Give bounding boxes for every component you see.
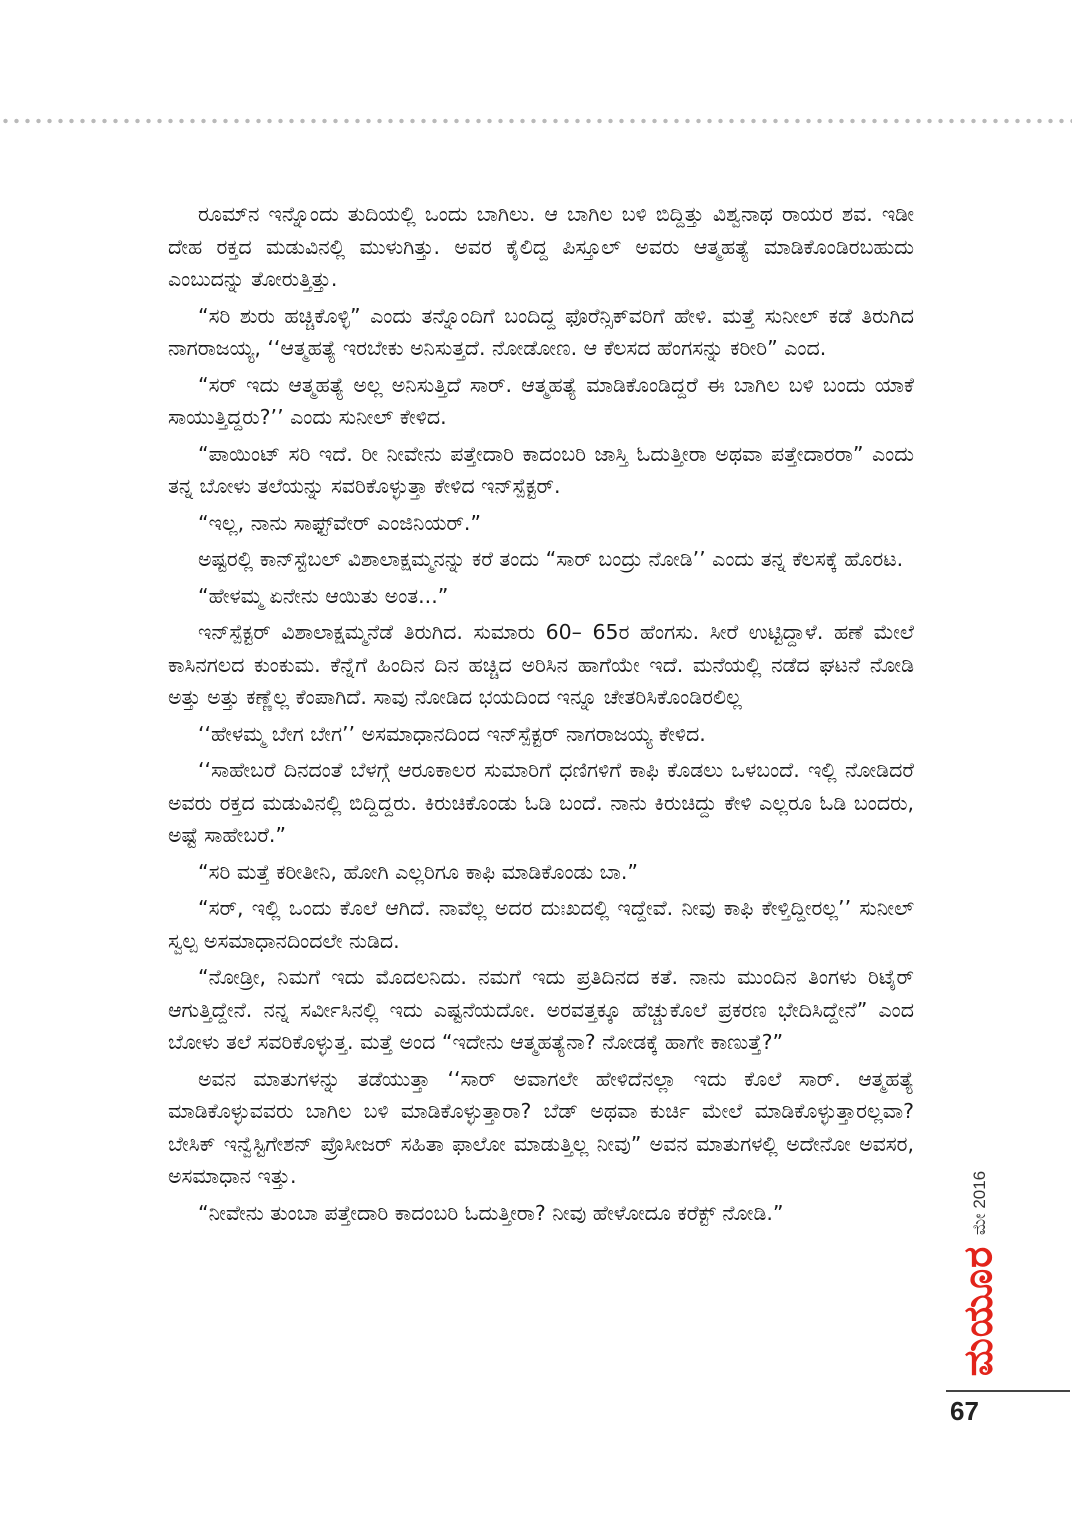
page-number-rule bbox=[946, 1390, 1070, 1392]
paragraph: “ಸರ್, ಇಲ್ಲಿ ಒಂದು ಕೊಲೆ ಆಗಿದೆ. ನಾವೆಲ್ಲ ಅದರ ದುಃಖದಲ್ಲಿ ಇದ್ದೇವೆ. ನೀವು ಕಾಫಿ ಕೇಳ್ತಿದ್ದೀರಲ್ಲ’’ ಸುನೀಲ್ ಸ್ವಲ್ಪ ಅಸಮಾಧಾನದಿಂದಲೇ ನುಡಿದ. bbox=[168, 896, 914, 953]
paragraph: ಅವನ ಮಾತುಗಳನ್ನು ತಡೆಯುತ್ತಾ ‘‘ಸಾರ್ ಅವಾಗಲೇ ಹೇಳಿದೆನಲ್ಲಾ ಇದು ಕೊಲೆ ಸಾರ್. ಆತ್ಮಹತ್ಯೆ ಮಾಡಿಕೊಳ್ಳುವವರು ಬಾಗಿಲ ಬಳಿ ಮಾಡಿಕೊಳ್ಳುತ್ತಾರಾ? ಬೆಡ್ ಅಥವಾ ಕುರ್ಚಿ ಮೇಲೆ ಮಾಡಿಕೊಳ್ಳುತ್ತಾರಲ್ಲವಾ? ಬೇಸಿಕ್ ಇನ್ವೆಸ್ಟಿಗೇಶನ್ ಪ್ರೊಸೀಜರ್ ಸಹಿತಾ ಫಾಲೋ ಮಾಡುತ್ತಿಲ್ಲ ನೀವು” ಅವನ ಮಾತುಗಳಲ್ಲಿ ಅದೇನೋ ಅವಸರ, ಅಸಮಾಧಾನ ಇತ್ತು. bbox=[168, 1066, 914, 1188]
page-number: 67 bbox=[950, 1396, 979, 1426]
paragraph: ರೂಮ್‌ನ ಇನ್ನೊಂದು ತುದಿಯಲ್ಲಿ ಒಂದು ಬಾಗಿಲು. ಆ ಬಾಗಿಲ ಬಳಿ ಬಿದ್ದಿತ್ತು ವಿಶ್ವನಾಥ ರಾಯರ ಶವ. ಇಡೀ ದೇಹ ರಕ್ತದ ಮಡುವಿನಲ್ಲಿ ಮುಳುಗಿತ್ತು. ಅವರ ಕೈಲಿದ್ದ ಪಿಸ್ತೂಲ್ ಅವರು ಆತ್ಮಹತ್ಯೆ ಮಾಡಿಕೊಂಡಿರಬಹುದು ಎಂಬುದನ್ನು ತೋರುತ್ತಿತ್ತು. bbox=[168, 202, 914, 291]
paragraph: “ಪಾಯಿಂಟ್ ಸರಿ ಇದೆ. ರೀ ನೀವೇನು ಪತ್ತೇದಾರಿ ಕಾದಂಬರಿ ಜಾಸ್ತಿ ಓದುತ್ತೀರಾ ಅಥವಾ ಪತ್ತೇದಾರರಾ” ಎಂದು ತನ್ನ ಬೋಳು ತಲೆಯನ್ನು ಸವರಿಕೊಳ್ಳುತ್ತಾ ಕೇಳಿದ ಇನ್‌ಸ್ಪೆಕ್ಟರ್. bbox=[168, 441, 914, 498]
paragraph: “ಹೇಳಮ್ಮ ಏನೇನು ಆಯಿತು ಅಂತ...” bbox=[198, 583, 449, 608]
paragraph: “ಸರ್ ಇದು ಆತ್ಮಹತ್ಯೆ ಅಲ್ಲ ಅನಿಸುತ್ತಿದೆ ಸಾರ್. ಆತ್ಮಹತ್ಯೆ ಮಾಡಿಕೊಂಡಿದ್ದರೆ ಈ ಬಾಗಿಲ ಬಳಿ ಬಂದು ಯಾಕೆ ಸಾಯುತ್ತಿದ್ದರು?’’ ಎಂದು ಸುನೀಲ್ ಕೇಳಿದ. bbox=[168, 372, 914, 429]
paragraph: “ನೋಡ್ರೀ, ನಿಮಗೆ ಇದು ಮೊದಲನಿದು. ನಮಗೆ ಇದು ಪ್ರತಿದಿನದ ಕತೆ. ನಾನು ಮುಂದಿನ ತಿಂಗಳು ರಿಟೈರ್ ಆಗುತ್ತಿದ್ದೇನೆ. ನನ್ನ ಸರ್ವೀಸಿನಲ್ಲಿ ಇದು ಎಷ್ಟನೆಯದೋ. ಅರವತ್ತಕ್ಕೂ ಹೆಚ್ಚುಕೊಲೆ ಪ್ರಕರಣ ಭೇದಿಸಿದ್ದೇನೆ” ಎಂದ ಬೋಳು ತಲೆ ಸವರಿಕೊಳ್ಳುತ್ತ. ಮತ್ತೆ ಅಂದ “ಇದೇನು ಆತ್ಮಹತ್ಯೆನಾ? ನೋಡಕ್ಕೆ ಹಾಗೇ ಕಾಣುತ್ತೆ?” bbox=[168, 965, 914, 1054]
issue-date-text: ಮೇ 2016 bbox=[969, 1170, 989, 1236]
dotted-header-rule bbox=[0, 118, 1072, 124]
magazine-logo-text: ಮಯೂರ bbox=[955, 1245, 1001, 1377]
paragraph: ಇನ್‌ಸ್ಪೆಕ್ಟರ್ ವಿಶಾಲಾಕ್ಷಮ್ಮನೆಡೆ ತಿರುಗಿದ. ಸುಮಾರು 60– 65ರ ಹೆಂಗಸು. ಸೀರೆ ಉಟ್ಟಿದ್ದಾಳೆ. ಹಣೆ ಮೇಲೆ ಕಾಸಿನಗಲದ ಕುಂಕುಮ. ಕೆನ್ನೆಗೆ ಹಿಂದಿನ ದಿನ ಹಚ್ಚಿದ ಅರಿಸಿನ ಹಾಗೆಯೇ ಇದೆ. ಮನೆಯಲ್ಲಿ ನಡೆದ ಘಟನೆ ನೋಡಿ ಅತ್ತು ಅತ್ತು ಕಣ್ಣೆಲ್ಲ ಕೆಂಪಾಗಿದೆ. ಸಾವು ನೋಡಿದ ಭಯದಿಂದ ಇನ್ನೂ ಚೇತರಿಸಿಕೊಂಡಿರಲಿಲ್ಲ bbox=[168, 620, 914, 709]
paragraph: ‘‘ಸಾಹೇಬರೆ ದಿನದಂತೆ ಬೆಳಗ್ಗೆ ಆರೂಕಾಲರ ಸುಮಾರಿಗೆ ಧಣಿಗಳಿಗೆ ಕಾಫಿ ಕೊಡಲು ಒಳಬಂದೆ. ಇಲ್ಲಿ ನೋಡಿದರೆ ಅವರು ರಕ್ತದ ಮಡುವಿನಲ್ಲಿ ಬಿದ್ದಿದ್ದರು. ಕಿರುಚಿಕೊಂಡು ಓಡಿ ಬಂದೆ. ನಾನು ಕಿರುಚಿದ್ದು ಕೇಳಿ ಎಲ್ಲರೂ ಓಡಿ ಬಂದರು, ಅಷ್ಟೆ ಸಾಹೇಬರೆ.” bbox=[168, 758, 914, 847]
paragraph: “ನೀವೇನು ತುಂಬಾ ಪತ್ತೇದಾರಿ ಕಾದಂಬರಿ ಓದುತ್ತೀರಾ? ನೀವು ಹೇಳೋದೂ ಕರೆಕ್ಟ್ ನೋಡಿ.” bbox=[198, 1200, 784, 1225]
issue-date bbox=[940, 1158, 1020, 1248]
article-body bbox=[168, 198, 914, 1229]
magazine-logo bbox=[918, 1245, 1038, 1377]
paragraph: “ಸರಿ ಮತ್ತೆ ಕರೀತೀನಿ, ಹೋಗಿ ಎಲ್ಲರಿಗೂ ಕಾಫಿ ಮಾಡಿಕೊಂಡು ಬಾ.” bbox=[198, 859, 639, 884]
paragraph: “ಸರಿ ಶುರು ಹಚ್ಚಿಕೊಳ್ಳಿ” ಎಂದು ತನ್ನೊಂದಿಗೆ ಬಂದಿದ್ದ ಫೊರೆನ್ಸಿಕ್‌ವರಿಗೆ ಹೇಳಿ. ಮತ್ತೆ ಸುನೀಲ್ ಕಡೆ ತಿರುಗಿದ ನಾಗರಾಜಯ್ಯ, ‘‘ಆತ್ಮಹತ್ಯೆ ಇರಬೇಕು ಅನಿಸುತ್ತದೆ. ನೋಡೋಣ. ಆ ಕೆಲಸದ ಹೆಂಗಸನ್ನು ಕರೀರಿ” ಎಂದ. bbox=[168, 303, 914, 360]
paragraph: ಅಷ್ಟರಲ್ಲಿ ಕಾನ್‌ಸ್ಟೆಬಲ್ ವಿಶಾಲಾಕ್ಷಮ್ಮನನ್ನು ಕರೆ ತಂದು “ಸಾರ್ ಬಂದ್ರು ನೋಡಿ’’ ಎಂದು ತನ್ನ ಕೆಲಸಕ್ಕೆ ಹೊರಟ. bbox=[198, 547, 904, 571]
paragraph: ‘‘ಹೇಳಮ್ಮ ಬೇಗ ಬೇಗ’’ ಅಸಮಾಧಾನದಿಂದ ಇನ್‌ಸ್ಪೆಕ್ಟರ್ ನಾಗರಾಜಯ್ಯ ಕೇಳಿದ. bbox=[198, 721, 706, 746]
paragraph: “ಇಲ್ಲ, ನಾನು ಸಾಫ್ಟ್‌ವೇರ್ ಎಂಜಿನಿಯರ್.” bbox=[198, 510, 482, 535]
